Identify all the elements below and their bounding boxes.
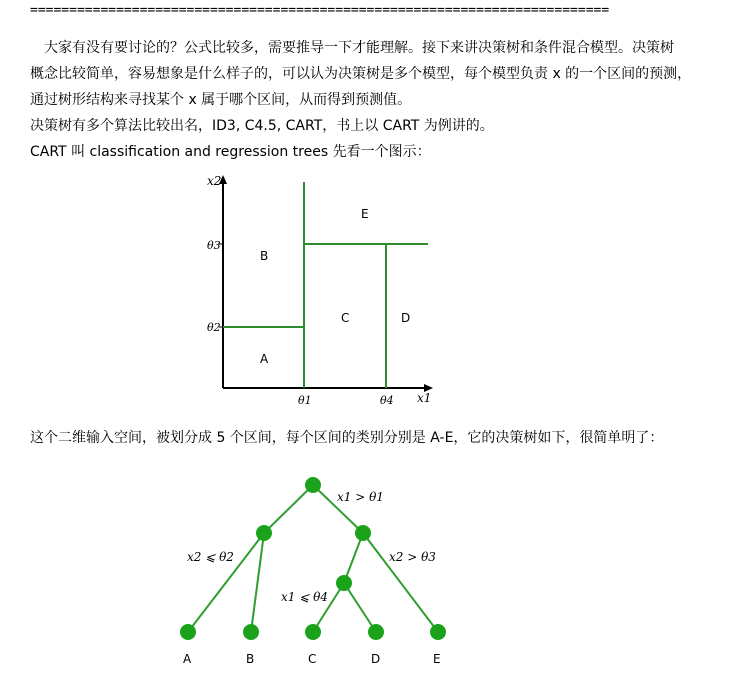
paragraph-cart: CART 叫 classification and regression trees 先看一个图示： bbox=[30, 144, 431, 160]
region-B: B bbox=[260, 249, 269, 263]
region-D: D bbox=[401, 311, 411, 325]
leaf-label-C: C bbox=[308, 652, 317, 666]
edge-right-inner bbox=[344, 533, 363, 583]
partition-figure bbox=[195, 170, 445, 415]
region-E: E bbox=[361, 207, 369, 221]
edge-right-E bbox=[363, 533, 438, 632]
condition-left: x2 ⩽ θ2 bbox=[187, 550, 234, 564]
tree-node-right bbox=[355, 525, 371, 541]
paragraph-algorithms: 决策树有多个算法比较出名，ID3, C4.5, CART，书上以 CART 为例讲的。 bbox=[30, 118, 494, 134]
tree-node-root bbox=[305, 477, 321, 493]
condition-inner: x1 ⩽ θ4 bbox=[281, 590, 328, 604]
paragraph-tree-intro: 这个二维输入空间，被划分成 5 个区间，每个区间的类别分别是 A-E，它的决策树如下，很简单明了： bbox=[30, 430, 664, 446]
edge-root-left bbox=[264, 485, 313, 533]
tree-node-inner bbox=[336, 575, 352, 591]
tree-leaf-A bbox=[180, 624, 196, 640]
tree-leaf-C bbox=[305, 624, 321, 640]
edge-inner-D bbox=[344, 583, 376, 632]
x-tick-theta4: θ4 bbox=[380, 394, 394, 407]
decision-tree-figure bbox=[165, 465, 465, 680]
region-C: C bbox=[341, 311, 350, 325]
paragraph-intro: 大家有没有要讨论的？公式比较多，需要推导一下才能理解。接下来讲决策树和条件混合模型。决策树 bbox=[44, 40, 674, 56]
leaf-label-D: D bbox=[371, 652, 381, 666]
tree-leaf-D bbox=[368, 624, 384, 640]
paragraph-structure: 通过树形结构来寻找某个 x 属于哪个区间，从而得到预测值。 bbox=[30, 92, 412, 108]
y-tick-theta2: θ2 bbox=[207, 321, 221, 334]
tree-node-left bbox=[256, 525, 272, 541]
y-axis-label: x2 bbox=[207, 174, 222, 188]
condition-right: x2 > θ3 bbox=[389, 550, 436, 564]
region-A: A bbox=[260, 352, 269, 366]
tree-leaf-E bbox=[430, 624, 446, 640]
separator-line: ========================================================================== bbox=[30, 3, 610, 18]
y-tick-theta3: θ3 bbox=[207, 239, 221, 252]
x-tick-theta1: θ1 bbox=[298, 394, 312, 407]
condition-root: x1 > θ1 bbox=[337, 490, 384, 504]
tree-leaf-B bbox=[243, 624, 259, 640]
leaf-label-B: B bbox=[246, 652, 255, 666]
leaf-label-E: E bbox=[433, 652, 441, 666]
paragraph-concept: 概念比较简单，容易想象是什么样子的，可以认为决策树是多个模型，每个模型负责 x 的一个区间的预测， bbox=[30, 66, 692, 82]
x-axis-label: x1 bbox=[417, 391, 432, 405]
leaf-label-A: A bbox=[183, 652, 192, 666]
